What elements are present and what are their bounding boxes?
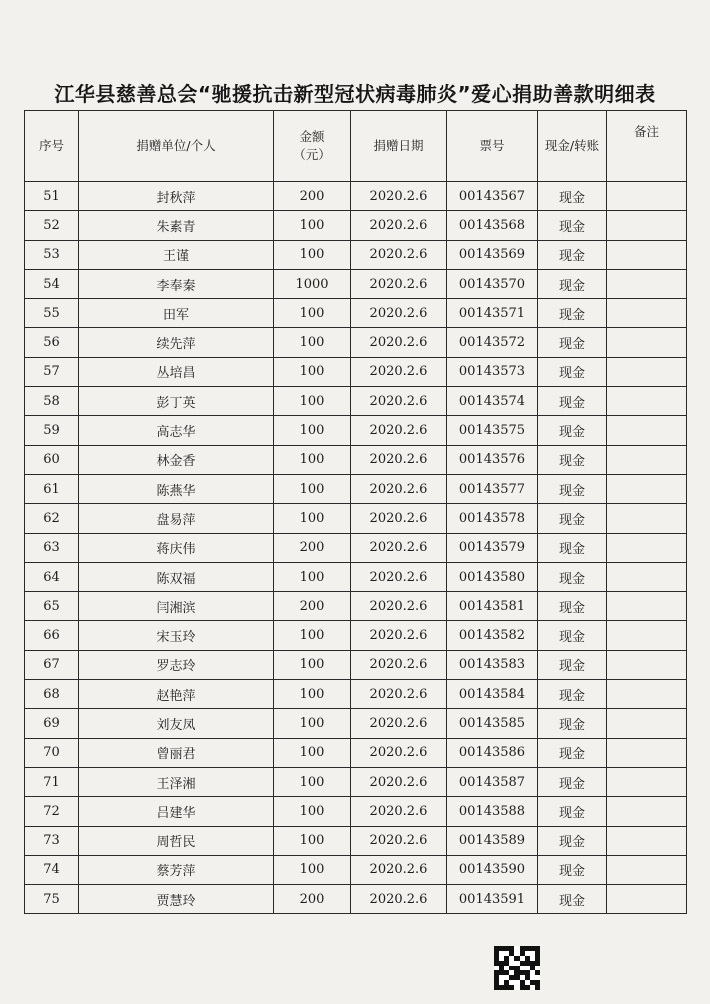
- cell-amount: 200: [274, 182, 351, 211]
- cell-note: [607, 299, 687, 328]
- cell-method: 现金: [538, 738, 607, 767]
- cell-note: [607, 328, 687, 357]
- cell-amount: 100: [274, 855, 351, 884]
- table-row: [25, 680, 687, 709]
- cell-no: 52: [25, 211, 79, 240]
- cell-no: 53: [25, 240, 79, 269]
- cell-no: 55: [25, 299, 79, 328]
- table-row: [25, 474, 687, 503]
- cell-method: 现金: [538, 240, 607, 269]
- cell-date: 2020.2.6: [351, 182, 447, 211]
- cell-method: 现金: [538, 416, 607, 445]
- cell-method: 现金: [538, 474, 607, 503]
- cell-ticket: 00143578: [447, 504, 538, 533]
- cell-ticket: 00143573: [447, 357, 538, 386]
- cell-no: 63: [25, 533, 79, 562]
- qr-code-icon: [494, 946, 540, 990]
- cell-method: 现金: [538, 650, 607, 679]
- cell-ticket: 00143591: [447, 885, 538, 914]
- cell-method: 现金: [538, 357, 607, 386]
- table-row: [25, 357, 687, 386]
- table-row: [25, 533, 687, 562]
- cell-date: 2020.2.6: [351, 299, 447, 328]
- table-row: [25, 709, 687, 738]
- cell-donor: 丛培昌: [79, 357, 274, 386]
- cell-amount: 200: [274, 533, 351, 562]
- cell-date: 2020.2.6: [351, 855, 447, 884]
- table-row: [25, 240, 687, 269]
- cell-no: 66: [25, 621, 79, 650]
- cell-donor: 曾丽君: [79, 738, 274, 767]
- cell-ticket: 00143585: [447, 709, 538, 738]
- cell-donor: 田军: [79, 299, 274, 328]
- cell-date: 2020.2.6: [351, 445, 447, 474]
- table-row: [25, 562, 687, 591]
- cell-amount: 100: [274, 504, 351, 533]
- cell-amount: 100: [274, 650, 351, 679]
- cell-donor: 高志华: [79, 416, 274, 445]
- table-row: [25, 797, 687, 826]
- cell-note: [607, 445, 687, 474]
- header-method: 现金/转账: [538, 111, 607, 182]
- cell-note: [607, 182, 687, 211]
- cell-method: 现金: [538, 182, 607, 211]
- table-row: [25, 738, 687, 767]
- table-row: [25, 885, 687, 914]
- cell-ticket: 00143590: [447, 855, 538, 884]
- cell-ticket: 00143587: [447, 767, 538, 796]
- cell-ticket: 00143570: [447, 269, 538, 298]
- cell-donor: 续先萍: [79, 328, 274, 357]
- cell-ticket: 00143572: [447, 328, 538, 357]
- header-ticket: 票号: [447, 111, 538, 182]
- cell-amount: 200: [274, 592, 351, 621]
- cell-method: 现金: [538, 562, 607, 591]
- cell-donor: 蔡芳萍: [79, 855, 274, 884]
- cell-note: [607, 797, 687, 826]
- cell-ticket: 00143577: [447, 474, 538, 503]
- cell-donor: 蒋庆伟: [79, 533, 274, 562]
- cell-donor: 朱素青: [79, 211, 274, 240]
- cell-ticket: 00143589: [447, 826, 538, 855]
- cell-no: 60: [25, 445, 79, 474]
- cell-no: 70: [25, 738, 79, 767]
- cell-note: [607, 240, 687, 269]
- cell-date: 2020.2.6: [351, 240, 447, 269]
- cell-donor: 王谨: [79, 240, 274, 269]
- cell-note: [607, 269, 687, 298]
- cell-ticket: 00143580: [447, 562, 538, 591]
- cell-note: [607, 738, 687, 767]
- cell-amount: 100: [274, 562, 351, 591]
- cell-method: 现金: [538, 445, 607, 474]
- cell-ticket: 00143574: [447, 387, 538, 416]
- cell-note: [607, 357, 687, 386]
- table-header-row: [25, 111, 687, 182]
- cell-amount: 100: [274, 240, 351, 269]
- cell-note: [607, 855, 687, 884]
- table-row: [25, 299, 687, 328]
- cell-method: 现金: [538, 592, 607, 621]
- cell-donor: 陈燕华: [79, 474, 274, 503]
- header-date: 捐赠日期: [351, 111, 447, 182]
- cell-date: 2020.2.6: [351, 533, 447, 562]
- cell-method: 现金: [538, 767, 607, 796]
- cell-date: 2020.2.6: [351, 357, 447, 386]
- cell-amount: 100: [274, 474, 351, 503]
- cell-ticket: 00143582: [447, 621, 538, 650]
- table-row: [25, 416, 687, 445]
- cell-note: [607, 416, 687, 445]
- cell-amount: 100: [274, 445, 351, 474]
- cell-note: [607, 474, 687, 503]
- cell-note: [607, 504, 687, 533]
- cell-no: 62: [25, 504, 79, 533]
- cell-donor: 林金香: [79, 445, 274, 474]
- cell-no: 51: [25, 182, 79, 211]
- cell-amount: 100: [274, 416, 351, 445]
- cell-note: [607, 885, 687, 914]
- table-body: [25, 182, 687, 914]
- table-row: [25, 211, 687, 240]
- cell-method: 现金: [538, 387, 607, 416]
- header-amount-line2: （元）: [293, 147, 331, 162]
- header-note: 备注: [607, 111, 687, 182]
- cell-ticket: 00143581: [447, 592, 538, 621]
- header-no: 序号: [25, 111, 79, 182]
- cell-donor: 刘友凤: [79, 709, 274, 738]
- cell-method: 现金: [538, 621, 607, 650]
- cell-amount: 100: [274, 299, 351, 328]
- cell-no: 59: [25, 416, 79, 445]
- cell-method: 现金: [538, 680, 607, 709]
- table-row: [25, 592, 687, 621]
- cell-date: 2020.2.6: [351, 650, 447, 679]
- cell-date: 2020.2.6: [351, 387, 447, 416]
- cell-date: 2020.2.6: [351, 709, 447, 738]
- table-row: [25, 621, 687, 650]
- cell-amount: 100: [274, 767, 351, 796]
- cell-note: [607, 533, 687, 562]
- cell-note: [607, 562, 687, 591]
- cell-no: 71: [25, 767, 79, 796]
- cell-donor: 周哲民: [79, 826, 274, 855]
- cell-note: [607, 387, 687, 416]
- cell-no: 58: [25, 387, 79, 416]
- cell-note: [607, 826, 687, 855]
- cell-method: 现金: [538, 885, 607, 914]
- cell-ticket: 00143583: [447, 650, 538, 679]
- cell-method: 现金: [538, 533, 607, 562]
- table-row: [25, 182, 687, 211]
- cell-no: 68: [25, 680, 79, 709]
- cell-date: 2020.2.6: [351, 592, 447, 621]
- cell-donor: 彭丁英: [79, 387, 274, 416]
- cell-date: 2020.2.6: [351, 562, 447, 591]
- cell-date: 2020.2.6: [351, 797, 447, 826]
- cell-date: 2020.2.6: [351, 738, 447, 767]
- cell-date: 2020.2.6: [351, 767, 447, 796]
- cell-method: 现金: [538, 299, 607, 328]
- cell-date: 2020.2.6: [351, 474, 447, 503]
- donation-table: [24, 110, 687, 914]
- cell-method: 现金: [538, 797, 607, 826]
- header-amount-line1: 金额: [299, 129, 325, 144]
- cell-date: 2020.2.6: [351, 416, 447, 445]
- cell-donor: 王泽湘: [79, 767, 274, 796]
- cell-date: 2020.2.6: [351, 211, 447, 240]
- cell-note: [607, 650, 687, 679]
- cell-note: [607, 767, 687, 796]
- cell-no: 75: [25, 885, 79, 914]
- cell-amount: 200: [274, 885, 351, 914]
- cell-date: 2020.2.6: [351, 885, 447, 914]
- cell-no: 64: [25, 562, 79, 591]
- cell-no: 72: [25, 797, 79, 826]
- cell-ticket: 00143569: [447, 240, 538, 269]
- cell-date: 2020.2.6: [351, 328, 447, 357]
- cell-donor: 李奉秦: [79, 269, 274, 298]
- table-row: [25, 767, 687, 796]
- cell-no: 57: [25, 357, 79, 386]
- cell-date: 2020.2.6: [351, 504, 447, 533]
- cell-note: [607, 592, 687, 621]
- cell-no: 65: [25, 592, 79, 621]
- table-row: [25, 826, 687, 855]
- cell-ticket: 00143579: [447, 533, 538, 562]
- cell-amount: 100: [274, 621, 351, 650]
- cell-amount: 100: [274, 387, 351, 416]
- cell-no: 61: [25, 474, 79, 503]
- cell-donor: 陈双福: [79, 562, 274, 591]
- cell-no: 73: [25, 826, 79, 855]
- table-row: [25, 387, 687, 416]
- cell-donor: 吕建华: [79, 797, 274, 826]
- table-row: [25, 650, 687, 679]
- cell-no: 74: [25, 855, 79, 884]
- cell-note: [607, 621, 687, 650]
- table-row: [25, 855, 687, 884]
- cell-no: 54: [25, 269, 79, 298]
- cell-ticket: 00143586: [447, 738, 538, 767]
- header-amount: [274, 111, 351, 182]
- cell-method: 现金: [538, 855, 607, 884]
- cell-donor: 赵艳萍: [79, 680, 274, 709]
- cell-date: 2020.2.6: [351, 621, 447, 650]
- cell-ticket: 00143567: [447, 182, 538, 211]
- cell-ticket: 00143576: [447, 445, 538, 474]
- cell-no: 67: [25, 650, 79, 679]
- cell-ticket: 00143571: [447, 299, 538, 328]
- cell-method: 现金: [538, 826, 607, 855]
- cell-donor: 盘易萍: [79, 504, 274, 533]
- cell-donor: 封秋萍: [79, 182, 274, 211]
- cell-amount: 100: [274, 357, 351, 386]
- cell-donor: 贾慧玲: [79, 885, 274, 914]
- cell-donor: 罗志玲: [79, 650, 274, 679]
- cell-date: 2020.2.6: [351, 826, 447, 855]
- cell-ticket: 00143568: [447, 211, 538, 240]
- cell-date: 2020.2.6: [351, 680, 447, 709]
- cell-note: [607, 680, 687, 709]
- cell-ticket: 00143575: [447, 416, 538, 445]
- cell-method: 现金: [538, 328, 607, 357]
- cell-donor: 宋玉玲: [79, 621, 274, 650]
- cell-date: 2020.2.6: [351, 269, 447, 298]
- cell-amount: 100: [274, 328, 351, 357]
- cell-no: 56: [25, 328, 79, 357]
- cell-amount: 100: [274, 826, 351, 855]
- cell-amount: 100: [274, 211, 351, 240]
- page-title: 江华县慈善总会“驰援抗击新型冠状病毒肺炎”爱心捐助善款明细表: [54, 82, 656, 106]
- cell-note: [607, 211, 687, 240]
- cell-ticket: 00143588: [447, 797, 538, 826]
- cell-method: 现金: [538, 269, 607, 298]
- cell-method: 现金: [538, 709, 607, 738]
- table-row: [25, 269, 687, 298]
- cell-amount: 100: [274, 709, 351, 738]
- cell-method: 现金: [538, 504, 607, 533]
- cell-note: [607, 709, 687, 738]
- cell-amount: 100: [274, 797, 351, 826]
- table-row: [25, 504, 687, 533]
- cell-no: 69: [25, 709, 79, 738]
- table-row: [25, 445, 687, 474]
- cell-amount: 100: [274, 680, 351, 709]
- table-row: [25, 328, 687, 357]
- cell-donor: 闫湘滨: [79, 592, 274, 621]
- cell-amount: 1000: [274, 269, 351, 298]
- cell-amount: 100: [274, 738, 351, 767]
- cell-ticket: 00143584: [447, 680, 538, 709]
- cell-method: 现金: [538, 211, 607, 240]
- header-donor: 捐赠单位/个人: [79, 111, 274, 182]
